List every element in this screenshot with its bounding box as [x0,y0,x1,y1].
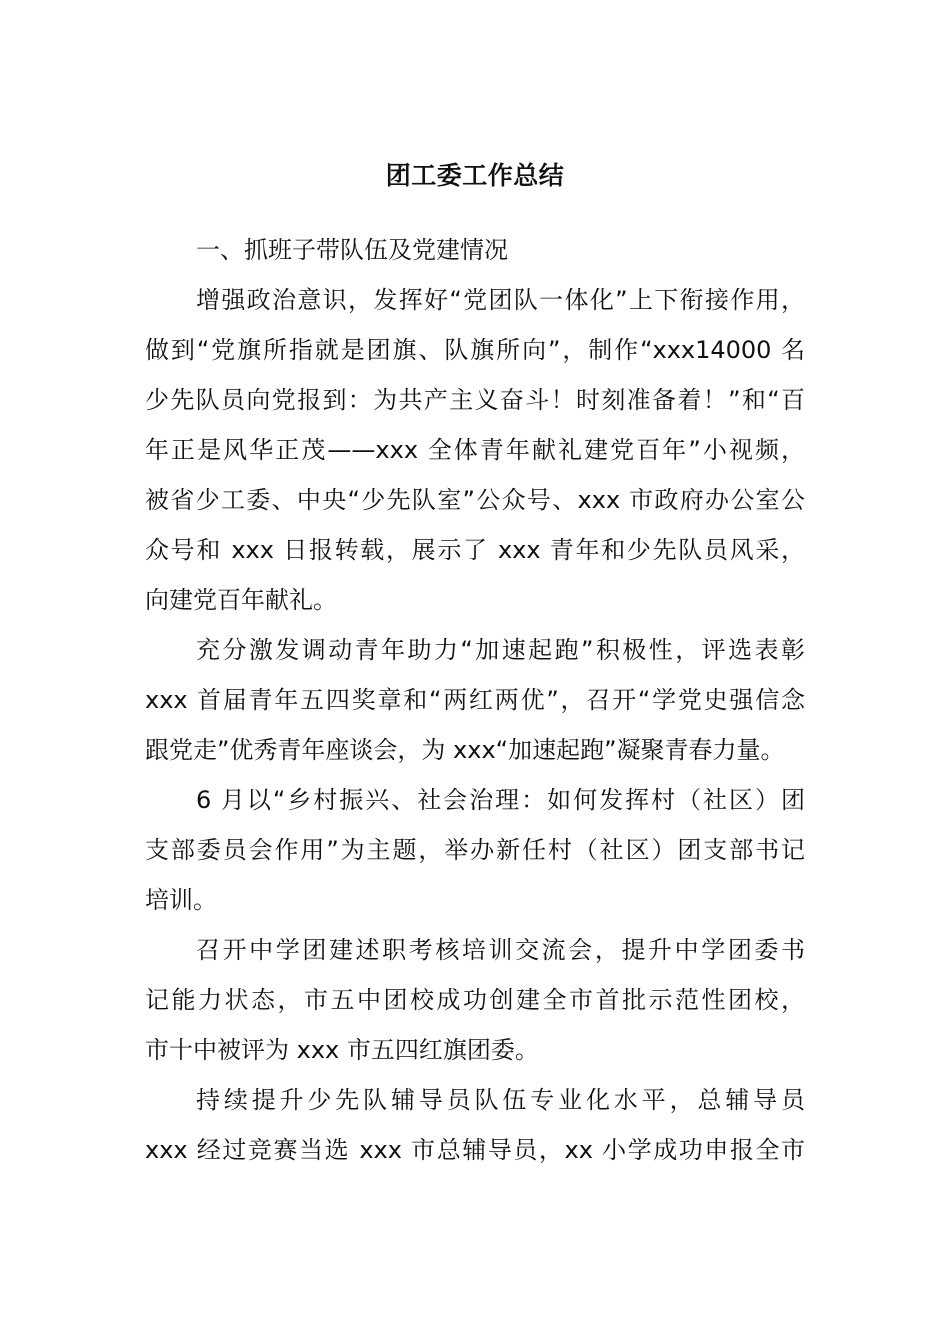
paragraph-line: 充分激发调动青年助力“加速起跑”积极性，评选表彰 [196,636,805,664]
paragraph-line: 市十中被评为 xxx 市五四红旗团委。 [145,1036,539,1064]
paragraph-line: 做到“党旗所指就是团旗、队旗所向”，制作“xxx14000 名 [145,336,805,364]
paragraph-line: xxx 首届青年五四奖章和“两红两优”，召开“学党史强信念 [145,686,805,714]
paragraph-line: 少先队员向党报到：为共产主义奋斗！时刻准备着！”和“百 [145,386,805,414]
section-heading: 一、抓班子带队伍及党建情况 [196,236,508,264]
paragraph-line: 支部委员会作用”为主题，举办新任村（社区）团支部书记 [145,836,805,864]
paragraph-line: 6 月以“乡村振兴、社会治理：如何发挥村（社区）团 [196,786,805,814]
paragraph-line: 众号和 xxx 日报转载，展示了 xxx 青年和少先队员风采， [145,536,805,564]
paragraph-line: 增强政治意识，发挥好“党团队一体化”上下衔接作用， [196,286,805,314]
paragraph-line: 记能力状态，市五中团校成功创建全市首批示范性团校， [145,986,805,1014]
document-title: 团工委工作总结 [385,161,565,190]
paragraph-line: 向建党百年献礼。 [145,586,337,614]
paragraph-line: 被省少工委、中央“少先队室”公众号、xxx 市政府办公室公 [145,486,805,514]
paragraph-line: xxx 经过竞赛当选 xxx 市总辅导员，xx 小学成功申报全市 [145,1136,805,1164]
paragraph-line: 持续提升少先队辅导员队伍专业化水平，总辅导员 [196,1086,805,1114]
paragraph-line: 年正是风华正茂——xxx 全体青年献礼建党百年”小视频， [145,436,805,464]
paragraph-line: 跟党走”优秀青年座谈会，为 xxx“加速起跑”凝聚青春力量。 [145,736,785,764]
paragraph-line: 召开中学团建述职考核培训交流会，提升中学团委书 [196,936,805,964]
paragraph-line: 培训。 [145,886,217,914]
